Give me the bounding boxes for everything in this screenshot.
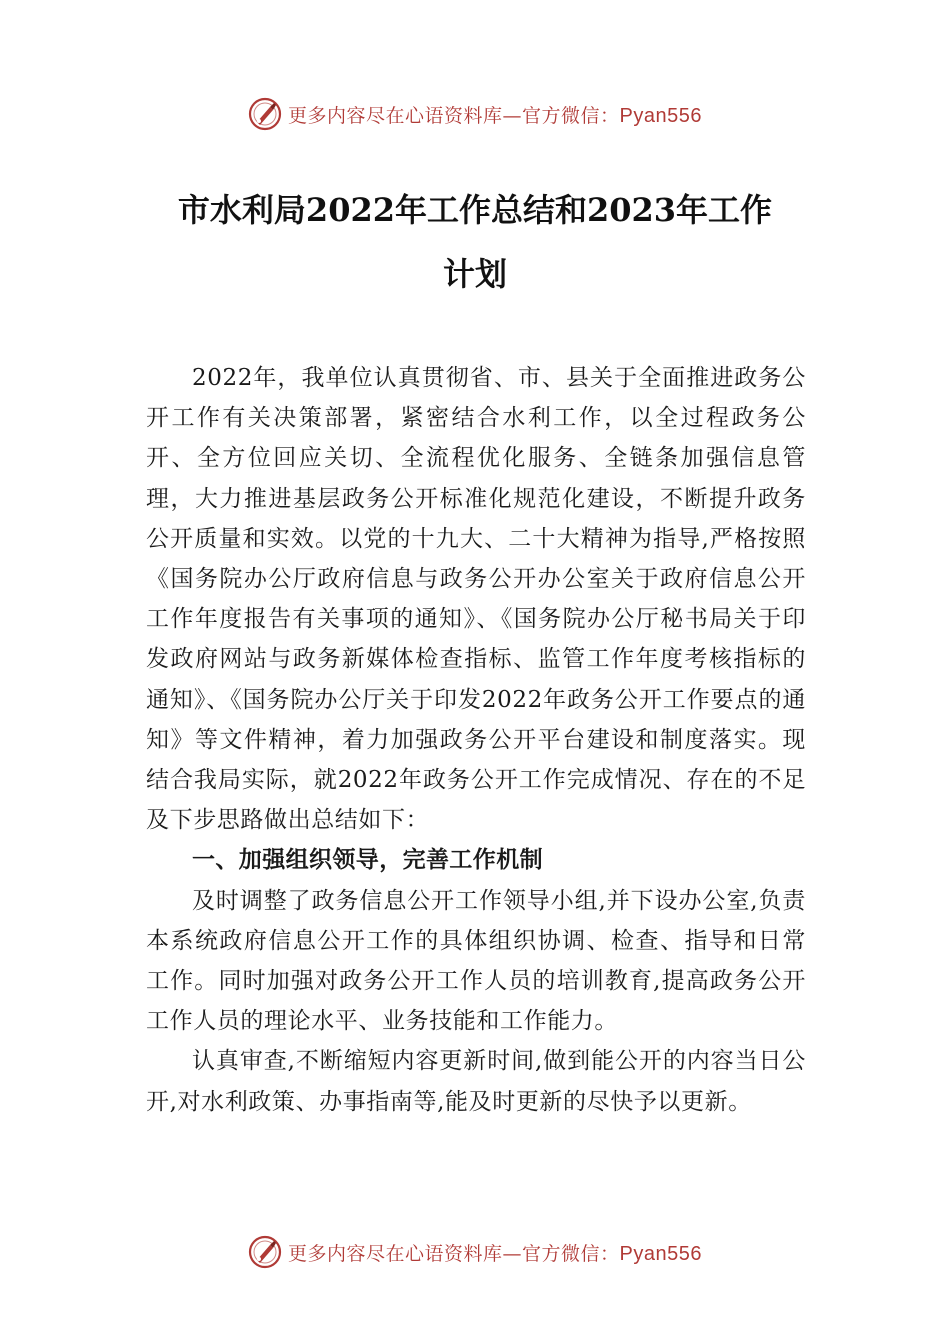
banner-wechat-id: Pyan556 [619,1242,702,1265]
banner-slogan: 更多内容尽在心语资料库—官方微信： [288,1242,620,1265]
seal-pen-logo-icon [248,97,282,131]
intro-paragraph: 2022年，我单位认真贯彻省、市、县关于全面推进政务公开工作有关决策部署，紧密结合水利工作，以全过程政务公开、全方位回应关切、全流程优化服务、全链条加强信息管理，大力推进基层政务公开标准化规范化建设，不断提升政务公开质量和实效。以党的十九大、二十大精神为指导,严格按照《国务院办公厅政府信息与政务公开办公室关于政府信息公开工作年度报告有关事项的通知》、《国务院办公厅秘书局关于印发政府网站与政务新媒体检查指标、监管工作年度考核指标的通知》、《国务院办公厅关于印发2022年政务公开工作要点的通知》等文件精神，着力加强政务公开平台建设和制度落实。现结合我局实际，就2022年政务公开工作完成情况、存在的不足及下步思路做出总结如下： [146,365,806,834]
footer-banner [0,1232,950,1272]
section-paragraph: 及时调整了政务信息公开工作领导小组,并下设办公室,负责本系统政府信息公开工作的具体组织协调、检查、指导和日常工作。同时加强对政务公开工作人员的培训教育,提高政务公开工作人员的理论水平、业务技能和工作能力。 [146,887,806,1035]
banner-text [288,1239,702,1266]
banner-text [288,101,702,128]
section-paragraph: 认真审查,不断缩短内容更新时间,做到能公开的内容当日公开,对水利政策、办事指南等,能及时更新的尽快予以更新。 [146,1048,806,1115]
document-body [146,358,806,1122]
header-banner [0,94,950,134]
section-heading: 一、加强组织领导，完善工作机制 [192,847,543,874]
seal-pen-logo-icon [248,1235,282,1269]
banner-slogan: 更多内容尽在心语资料库—官方微信： [288,104,620,127]
title-line-2: 计划 [442,255,507,293]
document-title [100,178,850,306]
title-line-1: 市水利局2022年工作总结和2023年工作 [177,191,773,229]
banner-wechat-id: Pyan556 [619,104,702,127]
